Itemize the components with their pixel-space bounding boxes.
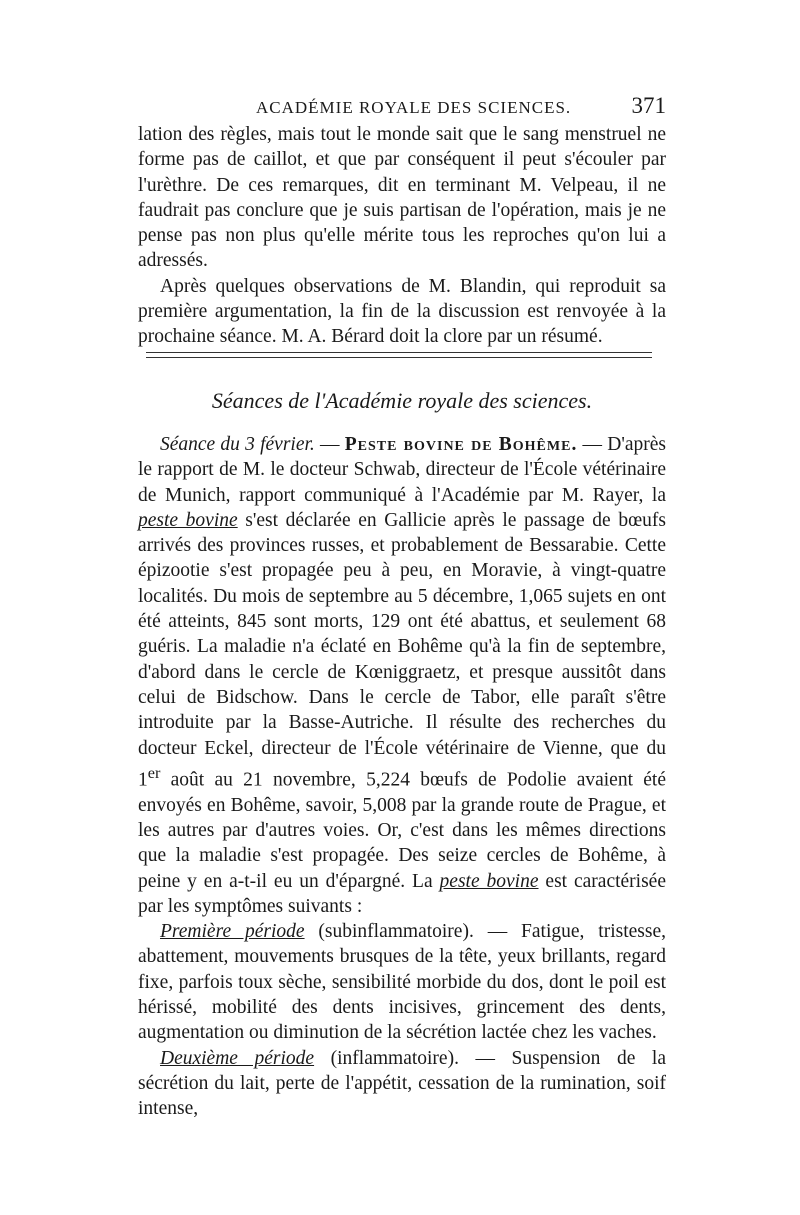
article-text [138,432,666,1122]
term-peste-bovine-2: peste bovine [439,870,539,892]
session-date: Séance du 3 février. [160,434,315,455]
text-run-1: — D'après le rapport de M. le docteur Schwab, directeur de l'École vétérinaire de Munich, rapport communiqué à l'Académie par M. Rayer, la [138,434,666,506]
first-period-label: Première période [160,921,305,943]
text-run-4: est caractérisée par les symptômes suivants : [138,870,666,917]
paragraph-peste-bovine [138,432,666,919]
superscript-er: er [147,763,161,782]
paragraph-velpeau: lation des règles, mais tout le monde sait que le sang menstruel ne forme pas de caillot, et que par conséquent il peut s'écouler par l'urèthre. De ces remarques, dit en terminant M. Velpeau, il ne faudrait pas conclure que je suis partisan de l'opération, mais je ne pense pas non plus qu'elle mérite tous les reproches qu'on lui a adressés. [138,124,666,272]
text-run-3: août au 21 novembre, 5,224 bœufs de Podolie avaient été envoyés en Bohême, savoir, 5,008 par la grande route de Prague, et les autres par d'autres voies. Or, c'est dans les mêmes directions que la maladie s'est propagée. Des seize cercles de Bohême, à peine y en a-t-il eu un d'épargné. La [138,769,666,892]
section-title: Séances de l'Académie royale des sciences. [211,388,593,413]
section-divider-bottom [146,357,652,358]
top-text [138,122,666,350]
article-subject: Peste bovine de Bohême. [344,434,578,455]
second-period-text: (inflammatoire). — Suspension de la sécrétion du lait, perte de l'appétit, cessation de la rumination, soif intense, [138,1047,666,1120]
text-run-2: s'est déclarée en Gallicie après le passage de bœufs arrivés des provinces russes, et probablement de Bessarabie. Cette épizootie s'est propagée peu à peu, en Moravie, à vingt-quatre localités. Du mois de septembre au 5 décembre, 1,065 sujets en ont été atteints, 845 sont morts, 129 ont été abattus, et seulement 68 guéris. La maladie n'a éclaté en Bohême qu'à la fin de septembre, d'abord dans le cercle de Kœniggraetz, et presque aussitôt dans celui de Bidschow. Dans le cercle de Tabor, elle paraît s'être introduite par la Basse-Autriche. Il résulte des recherches du docteur Eckel, directeur de l'École vétérinaire de Vienne, que du 1 [138,509,666,791]
second-period-label: Deuxième période [160,1047,315,1069]
running-title: ACADÉMIE ROYALE DES SCIENCES. [256,98,572,117]
section-divider-top [146,352,652,353]
paragraph-second-period [138,1046,666,1122]
page-number: 371 [631,93,666,118]
paragraph-blandin: Après quelques observations de M. Blandin, qui reproduit sa première argumentation, la fin de la discussion est renvoyée à la prochaine séance. M. A. Bérard doit la clore par un résumé. [138,275,666,348]
term-peste-bovine: peste bovine [138,509,238,531]
running-head [138,93,666,119]
paragraph-first-period [138,919,666,1045]
date-dash: — [314,434,345,455]
first-period-text: (subinflammatoire). — Fatigue, tristesse, abattement, mouvements brusques de la tête, yeux brillants, regard fixe, parfois toux sèche, sensibilité morbide du dos, dont le poil est hérissé, mobilité des dents incisives, grincement des dents, augmentation ou diminution de la sécrétion lactée chez les vaches. [138,921,666,1044]
